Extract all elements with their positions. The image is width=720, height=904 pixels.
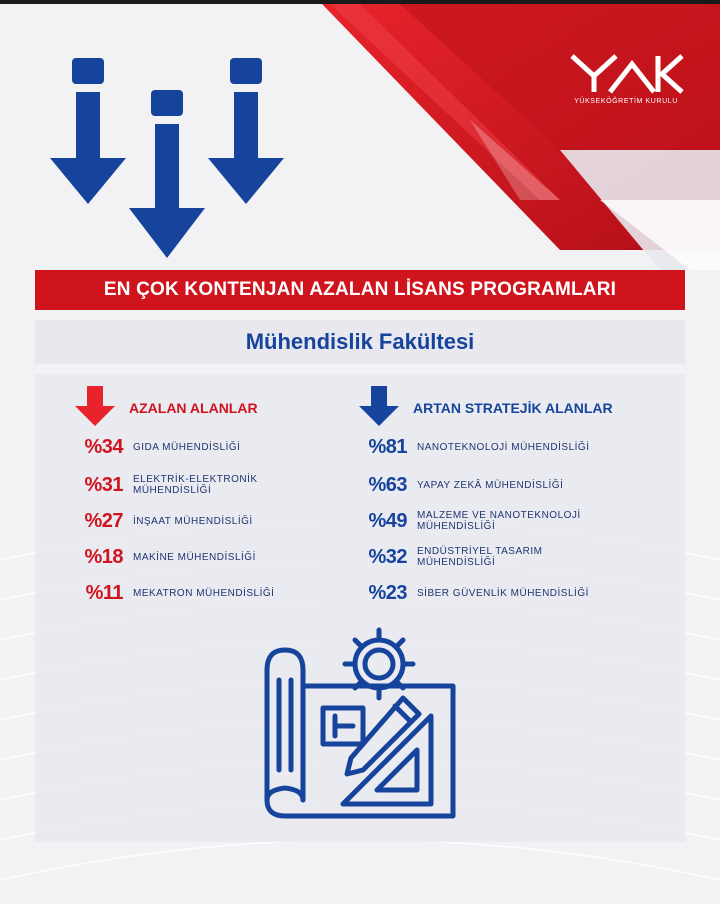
list-item: [357, 468, 563, 502]
list-item: [73, 576, 274, 610]
list-item: [73, 540, 256, 574]
list-item: [357, 430, 589, 464]
down-arrows-icon: [0, 0, 720, 270]
increasing-header: [357, 374, 657, 438]
increasing-title: ARTAN STRATEJİK ALANLAR: [413, 400, 613, 416]
program-name: ENDÜSTRİYEL TASARIM MÜHENDİSLİĞİ: [417, 546, 543, 568]
list-item: [357, 504, 587, 538]
decreasing-column: [73, 374, 343, 604]
program-name: NANOTEKNOLOJİ MÜHENDİSLİĞİ: [417, 441, 590, 453]
program-name: SİBER GÜVENLİK MÜHENDİSLİĞİ: [417, 587, 589, 599]
arrow-down-icon: [73, 384, 117, 428]
org-name: YÜKSEKÖĞRETİM KURULU: [574, 98, 678, 105]
list-item: [357, 540, 617, 574]
program-name: MALZEME VE NANOTEKNOLOJİ MÜHENDİSLİĞİ: [417, 510, 581, 532]
program-name: YAPAY ZEKÂ MÜHENDİSLİĞİ: [417, 479, 564, 491]
percent-value: %18: [84, 545, 123, 568]
percent-value: %31: [84, 473, 123, 496]
program-name: İNŞAAT MÜHENDİSLİĞİ: [133, 515, 253, 527]
program-name: ELEKTRİK-ELEKTRONİK MÜHENDİSLİĞİ: [133, 474, 258, 496]
banner-title: EN ÇOK KONTENJAN AZALAN LİSANS PROGRAMLARI: [35, 270, 685, 310]
program-name: MAKİNE MÜHENDİSLİĞİ: [133, 551, 256, 563]
decreasing-title: AZALAN ALANLAR: [129, 400, 258, 416]
increasing-column: [357, 374, 657, 604]
percent-value: %34: [84, 435, 123, 458]
list-item: [73, 468, 283, 502]
arrow-down-icon: [357, 384, 401, 428]
program-name: MEKATRON MÜHENDİSLİĞİ: [133, 587, 275, 599]
list-item: [73, 430, 240, 464]
percent-value: %81: [368, 435, 407, 458]
program-name: GIDA MÜHENDİSLİĞİ: [133, 441, 241, 453]
percent-value: %49: [368, 509, 407, 532]
percent-value: %27: [84, 509, 123, 532]
list-item: [357, 576, 589, 610]
percent-value: %63: [368, 473, 407, 496]
percent-value: %23: [368, 581, 407, 604]
percent-value: %11: [85, 581, 123, 604]
percent-value: %32: [368, 545, 407, 568]
decreasing-header: [73, 374, 343, 438]
blueprint-gear-icon: [255, 620, 465, 820]
list-item: [73, 504, 253, 538]
faculty-title: Mühendislik Fakültesi: [35, 320, 685, 364]
